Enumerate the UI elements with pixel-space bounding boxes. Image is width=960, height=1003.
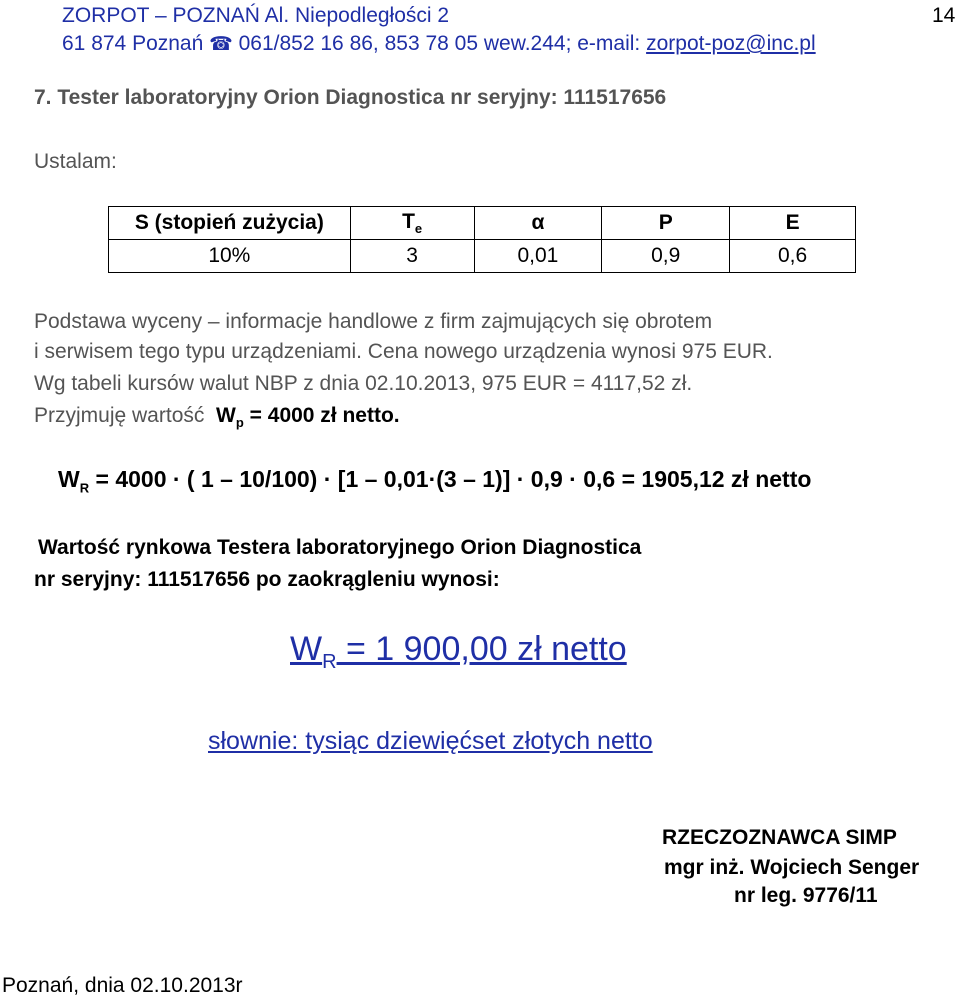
body-line-1: Podstawa wyceny – informacje handlowe z firm zajmujących się obrotem xyxy=(34,310,713,333)
email-link[interactable]: zorpot-poz@inc.pl xyxy=(646,32,816,55)
header-address: 61 874 Poznań xyxy=(62,32,210,55)
body-line-2: i serwisem tego typu urządzeniami. Cena nowego urządzenia wynosi 975 EUR. xyxy=(34,340,773,363)
conclusion-line-1: Wartość rynkowa Testera laboratoryjnego Orion Diagnostica xyxy=(38,536,642,559)
conclusion-line-2: nr seryjny: 111517656 po zaokrągleniu wynosi: xyxy=(34,568,500,591)
ustalam-label: Ustalam: xyxy=(34,150,117,173)
header-contact-line xyxy=(62,32,816,56)
value-cell-e: 0,6 xyxy=(730,240,856,273)
place-date: Poznań, dnia 02.10.2013r xyxy=(2,974,243,997)
signature-license: nr leg. 9776/11 xyxy=(734,884,878,907)
table-header-row xyxy=(109,207,856,240)
header-cell-alpha: α xyxy=(474,207,602,240)
section-title: 7. Tester laboratoryjny Orion Diagnostica nr seryjny: 111517656 xyxy=(34,86,667,109)
accepted-value-label: Przyjmuję wartość xyxy=(34,404,205,427)
value-cell-s: 10% xyxy=(109,240,351,273)
final-value: $W_R = 1$ 900,00 zł netto xyxy=(290,630,627,673)
telephone-icon: ☎ xyxy=(209,34,233,55)
value-in-words: słownie: tysiąc dziewięćset złotych netto xyxy=(208,727,653,755)
value-cell-alpha: 0,01 xyxy=(474,240,602,273)
header-cell-e: E xyxy=(730,207,856,240)
valuation-formula: $W_R = 4000$ · ( 1 – 10/100) · [1 – 0,01·(3 – 1)] · 0,9 · 0,6 = 1905,12 zł netto xyxy=(58,466,812,496)
signature-title: RZECZOZNAWCA SIMP xyxy=(662,826,897,849)
parameters-table xyxy=(108,206,856,273)
header-cell-te: $T_e$ xyxy=(350,207,474,240)
header-company-line: ZORPOT – POZNAŃ Al. Niepodległości 2 xyxy=(62,4,450,27)
header-cell-s: S (stopień zużycia) xyxy=(109,207,351,240)
header-phones: 061/852 16 86, 853 78 05 wew.244; e-mail: xyxy=(232,32,647,55)
value-cell-p: 0,9 xyxy=(602,240,730,273)
header-cell-p: P xyxy=(602,207,730,240)
body-line-3: Wg tabeli kursów walut NBP z dnia 02.10.2013, 975 EUR = 4117,52 zł. xyxy=(34,372,693,395)
table-row xyxy=(109,240,856,273)
value-cell-te: 3 xyxy=(350,240,474,273)
page-number: 14 xyxy=(932,4,956,27)
accepted-value: $W_p = 4000$ zł netto. xyxy=(216,404,400,431)
signature-name: mgr inż. Wojciech Senger xyxy=(664,856,920,879)
body-line-4 xyxy=(34,404,400,430)
